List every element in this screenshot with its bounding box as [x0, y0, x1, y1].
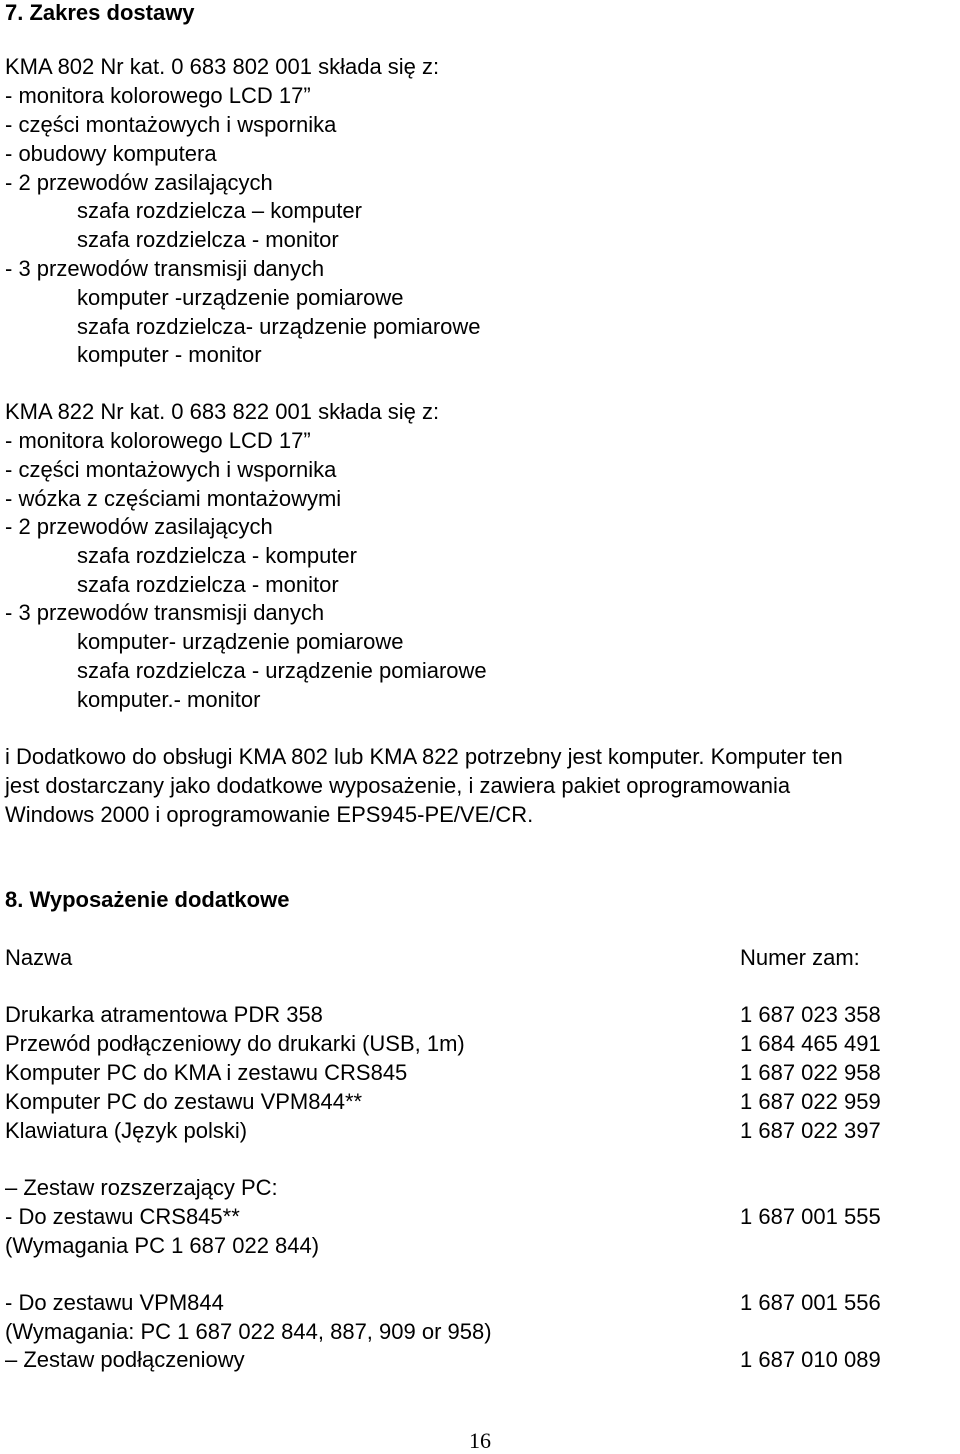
column-header-number: Numer zam:	[740, 945, 860, 970]
kma802-item: - obudowy komputera	[5, 141, 217, 166]
extension-name: - Do zestawu VPM844	[5, 1290, 224, 1315]
note-line: i Dodatkowo do obsługi KMA 802 lub KMA 822 potrzebny jest komputer. Komputer ten	[5, 744, 843, 769]
accessory-number: 1 684 465 491	[740, 1031, 881, 1056]
section-7-heading: 7. Zakres dostawy	[5, 0, 195, 25]
note-line: Windows 2000 i oprogramowanie EPS945-PE/VE/CR.	[5, 802, 534, 827]
kma802-subitem: szafa rozdzielcza - monitor	[77, 227, 339, 252]
kma822-subitem: szafa rozdzielcza - urządzenie pomiarowe	[77, 658, 487, 683]
extension-number: 1 687 001 555	[740, 1204, 881, 1229]
accessory-number: 1 687 022 958	[740, 1060, 881, 1085]
kma802-item: - 2 przewodów zasilających	[5, 170, 273, 195]
note-line: jest dostarczany jako dodatkowe wyposażenie, i zawiera pakiet oprogramowania	[5, 773, 791, 798]
kma802-item: - 3 przewodów transmisji danych	[5, 256, 325, 281]
kma802-item: - części montażowych i wspornika	[5, 112, 337, 137]
extension-requirement: (Wymagania: PC 1 687 022 844, 887, 909 or 958)	[5, 1319, 492, 1344]
section-8-heading: 8. Wyposażenie dodatkowe	[5, 887, 290, 912]
kma822-item: - 2 przewodów zasilających	[5, 514, 273, 539]
kma822-subitem: szafa rozdzielcza - monitor	[77, 572, 339, 597]
kma822-item: - 3 przewodów transmisji danych	[5, 600, 325, 625]
accessory-number: 1 687 022 959	[740, 1089, 881, 1114]
kma802-subitem: komputer - monitor	[77, 342, 262, 367]
extension-kit-title: – Zestaw rozszerzający PC:	[5, 1175, 278, 1200]
kma802-intro: KMA 802 Nr kat. 0 683 802 001 składa się z:	[5, 54, 440, 79]
column-header-name: Nazwa	[5, 945, 73, 970]
extension-number: 1 687 010 089	[740, 1347, 881, 1372]
accessory-name: Komputer PC do zestawu VPM844**	[5, 1089, 363, 1114]
kma822-item: - monitora kolorowego LCD 17”	[5, 428, 311, 453]
accessory-name: Przewód podłączeniowy do drukarki (USB, 1m)	[5, 1031, 465, 1056]
kma822-subitem: komputer- urządzenie pomiarowe	[77, 629, 404, 654]
extension-requirement: (Wymagania PC 1 687 022 844)	[5, 1233, 320, 1258]
kma802-item: - monitora kolorowego LCD 17”	[5, 83, 311, 108]
kma802-subitem: szafa rozdzielcza- urządzenie pomiarowe	[77, 314, 481, 339]
kma802-subitem: szafa rozdzielcza – komputer	[77, 198, 362, 223]
extension-number: 1 687 001 556	[740, 1290, 881, 1315]
accessory-name: Komputer PC do KMA i zestawu CRS845	[5, 1060, 408, 1085]
extension-name: – Zestaw podłączeniowy	[5, 1347, 245, 1372]
kma822-item: - wózka z częściami montażowymi	[5, 486, 342, 511]
kma822-subitem: komputer.- monitor	[77, 687, 261, 712]
accessory-name: Klawiatura (Język polski)	[5, 1118, 248, 1143]
extension-name: - Do zestawu CRS845**	[5, 1204, 240, 1229]
accessory-name: Drukarka atramentowa PDR 358	[5, 1002, 323, 1027]
kma822-item: - części montażowych i wspornika	[5, 457, 337, 482]
accessory-number: 1 687 023 358	[740, 1002, 881, 1027]
kma822-intro: KMA 822 Nr kat. 0 683 822 001 składa się z:	[5, 399, 440, 424]
accessory-number: 1 687 022 397	[740, 1118, 881, 1143]
kma822-subitem: szafa rozdzielcza - komputer	[77, 543, 357, 568]
page-number: 16	[469, 1428, 491, 1453]
kma802-subitem: komputer -urządzenie pomiarowe	[77, 285, 404, 310]
